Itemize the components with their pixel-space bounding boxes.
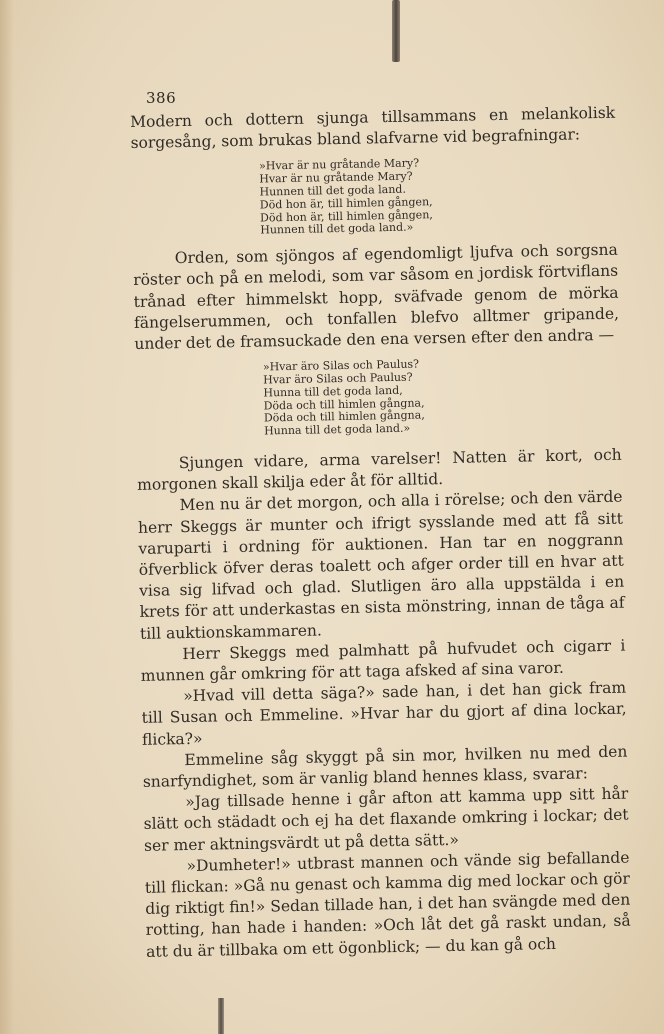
paragraph: Herr Skeggs med palmhatt på hufvudet och cigarr i munnen går omkring för att taga afsked af sina varor. <box>140 636 626 685</box>
paragraph: »Hvad vill detta säga?» sade han, i det han gick fram till Susan och Emmeline. »Hvar har du gjort af dina lockar, flicka?» <box>141 678 627 749</box>
verse-line: Döda och till himlen gångna, <box>263 408 425 425</box>
paragraph: Orden, som sjöngos af egendomligt ljufva och sorgsna röster och på en melodi, som var såsom en jordisk förtviflans trånad efter himmelskt hopp, sväfvade genom de mörka fängelserummen, och tonfallen blefvo alltmer gripande, under det de framsuckade den ena versen efter den andra — <box>133 240 620 353</box>
page-number: 386 <box>146 89 177 107</box>
binding-thread-mark-bottom <box>218 998 224 1034</box>
verse-line: Död hon är, till himlen gången, <box>259 195 433 212</box>
verse-line: Hunnen till det goda land. <box>259 182 407 199</box>
opening-paragraph: Modern och dottern sjunga tillsammans en melankolisk sorgesång, som brukas bland slafvarne vid begrafningar: <box>130 103 616 153</box>
verse-silas-paulus <box>263 355 621 439</box>
verse-line: Hunna till det goda land.» <box>264 421 411 438</box>
verse-line: »Hvar äro Silas och Paulus? <box>262 357 420 374</box>
binding-thread-mark-top <box>392 0 400 62</box>
paragraph: Emmeline såg skyggt på sin mor, hvilken nu med den snarfyndighet, som är vanlig bland hennes klass, svarar: <box>142 742 628 791</box>
verse-line: Hunna till det goda land, <box>263 383 403 400</box>
paragraph: Sjungen vidare, arma varelser! Natten är kort, och morgonen skall skilja eder åt för alltid. <box>136 445 622 495</box>
paragraph: Men nu är det morgon, och alla i rörelse; och den värde herr Skeggs är munter och ifrigt sysslande med att få sitt varuparti i ordning för auktionen. Han tar en noggrann öfverblick öfver deras toalett och afger order till en hvar att visa sig lifvad och glad. Slutligen äro alla uppstälda i en krets för att underkastas en sista mönstring, innan de tåga af till auktionskammaren. <box>137 488 625 643</box>
paragraph: »Dumheter!» utbrast mannen och vände sig befallande till flickan: »Gå nu genast och kamma dig med lockar och gör dig riktigt fin!» Sedan tillade han, i det han svängde med den rotting, han hade i handen: »Och låt det gå raskt undan, så att du är tillbaka om ett ögonblick; — du kan gå och <box>144 848 631 961</box>
page-text <box>130 103 631 963</box>
verse-line: Död hon är, till himlen gången, <box>259 207 433 225</box>
verse-line: Döda och till himlen gångna, <box>263 395 425 413</box>
paragraph: »Jag tillsade henne i går afton att kamma upp sitt hår slätt och städadt och ej ha det flaxande omkring i lockar; det ser mer aktningsvärdt ut på detta sätt.» <box>143 784 629 855</box>
verse-line: Hvar äro Silas och Paulus? <box>263 370 413 387</box>
page-fold-shadow <box>0 0 14 1034</box>
verse-line: »Hvar är nu gråtande Mary? <box>258 156 420 173</box>
verse-mary <box>259 154 617 238</box>
verse-line: Hunnen till det goda land.» <box>260 220 414 237</box>
verse-line: Hvar är nu gråtande Mary? <box>259 169 413 186</box>
